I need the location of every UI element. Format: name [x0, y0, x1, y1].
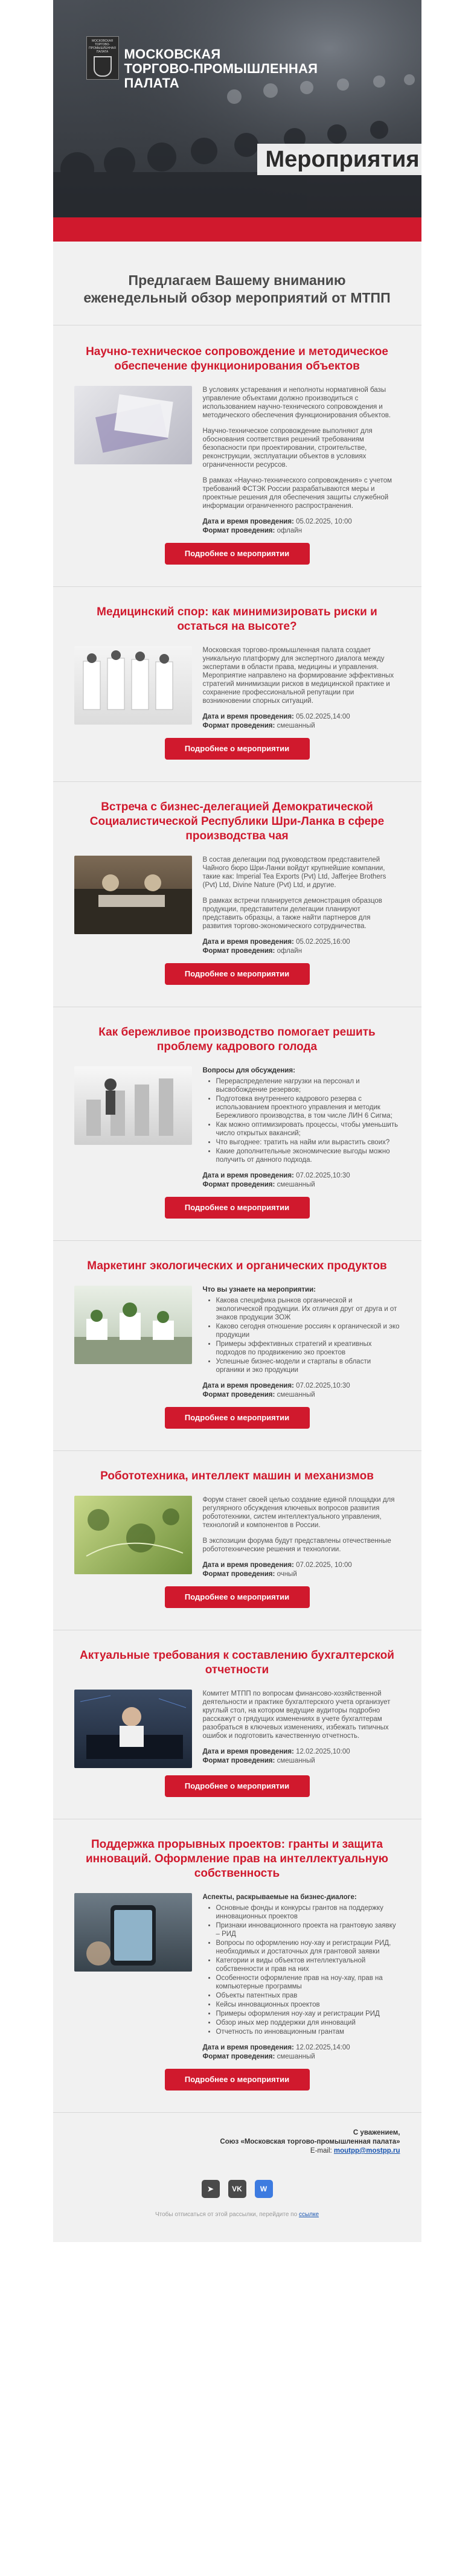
- section-banner: [257, 144, 421, 175]
- discussion-list: [203, 1077, 400, 1164]
- org-name-line: ПАЛАТА: [124, 75, 179, 91]
- event-description: В рамках встречи планируется демонстрация образцов продукции, представители делегации планируют представить образцы, а также найти партнеров для развития торгово-экономического сотрудничества.: [202, 897, 382, 930]
- aspects-list: [203, 1904, 400, 2036]
- unsubscribe-link[interactable]: ссылке: [298, 2211, 319, 2218]
- event-details-button[interactable]: Подробнее о мероприятии: [165, 1775, 310, 1797]
- format-label: Формат проведения:: [202, 1571, 275, 1578]
- list-item: • Особенности оформление прав на ноу-хау, прав на компьютерные программы: [216, 1974, 400, 1991]
- date-label: Дата и время проведения:: [202, 1382, 294, 1389]
- vk-video-icon[interactable]: W: [255, 2180, 273, 2198]
- event-format: очный: [277, 1571, 297, 1578]
- list-item: • Перераспределение нагрузки на персонал и высвобождение резервов;: [216, 1077, 400, 1094]
- list-item: • Отчетность по инновационным грантам: [216, 2028, 400, 2036]
- event-date: 05.02.2025, 10:00: [296, 518, 352, 525]
- format-label: Формат проведения:: [202, 2053, 275, 2060]
- mtpp-logo: [86, 36, 119, 80]
- event-title: Маркетинг экологических и органических продуктов: [87, 1260, 387, 1272]
- event-title: Актуальные требования к составлению бухгалтерской отчетности: [80, 1649, 394, 1676]
- format-label: Формат проведения:: [202, 1757, 275, 1764]
- event-details-button[interactable]: Подробнее о мероприятии: [165, 963, 310, 985]
- list-item: • Признаки инновационного проекта на грантовую заявку – РИД: [216, 1921, 400, 1938]
- org-name: [124, 47, 318, 91]
- unsubscribe-text: Чтобы отписаться от этой рассылки, перейдите по: [155, 2211, 298, 2218]
- list-item: • Примеры эффективных стратегий и креативных подходов по продвижению эко проектов: [216, 1340, 400, 1357]
- date-label: Дата и время проведения:: [202, 1748, 294, 1755]
- org-name-line: МОСКОВСКАЯ: [124, 46, 221, 62]
- accent-bar: [53, 217, 421, 242]
- event-description: В экспозиции форума будут представлены отечественные робототехнические решения и технологии.: [202, 1537, 391, 1553]
- logo-text: МОСКОВСКАЯ ТОРГОВО-ПРОМЫШЛЕННАЯ ПАЛАТА: [89, 39, 116, 54]
- date-label: Дата и время проведения:: [202, 713, 294, 720]
- unsubscribe-notice: [53, 2208, 421, 2242]
- event-card: [53, 1819, 421, 2112]
- event-card: [53, 1241, 421, 1450]
- event-format: смешанный: [277, 1757, 315, 1764]
- format-label: Формат проведения:: [202, 1391, 275, 1399]
- event-title: Научно-техническое сопровождение и методическое обеспечение функционирования объектов: [86, 345, 388, 373]
- list-item: • Кейсы инновационных проектов: [216, 2001, 400, 2009]
- event-description: В состав делегации под руководством представителей Чайного бюро Шри-Ланки войдут крупнейшие компании, такие как: Imperial Tea Exports (Pvt) Ltd, Jafferjee Brothers (Pvt) Ltd, Divine Nature (Pvt) Ltd, и другие.: [202, 856, 386, 889]
- event-description: Научно-техническое сопровождение выполняют для обоснования соответствия решений требованиям безопасности при проектировании, строительстве, реконструкции, эксплуатации объектов в условиях ограниченности ресурсов.: [202, 428, 373, 469]
- event-card: [53, 1451, 421, 1630]
- event-title: Поддержка прорывных проектов: гранты и защита инноваций. Оформление прав на интеллектуальную собственность: [86, 1838, 388, 1880]
- event-details-button[interactable]: Подробнее о мероприятии: [165, 1586, 310, 1608]
- list-item: • Успешные бизнес-модели и стартапы в области органики и эко продукции: [216, 1357, 400, 1374]
- event-format: смешанный: [277, 2053, 315, 2060]
- format-label: Формат проведения:: [202, 1181, 275, 1188]
- event-details-button[interactable]: Подробнее о мероприятии: [165, 1407, 310, 1429]
- event-date: 07.02.2025,10:30: [296, 1382, 350, 1389]
- event-image: [74, 1496, 192, 1574]
- event-format: смешанный: [277, 1391, 315, 1399]
- list-item: • Объекты патентных прав: [216, 1991, 400, 2000]
- event-format: офлайн: [277, 947, 303, 955]
- event-details-button[interactable]: Подробнее о мероприятии: [165, 1197, 310, 1219]
- event-title: Как бережливое производство помогает решить проблему кадрового голода: [98, 1026, 376, 1053]
- event-description: В рамках «Научно-технического сопровождения» с учетом требований ФСТЭК России разрабатываются меры и проектные решения для обеспечения защиты служебной информации ограниченного распространения.: [202, 477, 392, 510]
- event-details-button[interactable]: Подробнее о мероприятии: [165, 738, 310, 760]
- event-image: [74, 1286, 192, 1364]
- event-date: 05.02.2025,14:00: [296, 713, 350, 720]
- email-link[interactable]: moutpp@mostpp.ru: [333, 2147, 400, 2155]
- signature: [53, 2113, 421, 2168]
- date-label: Дата и время проведения:: [202, 1562, 294, 1569]
- event-image: [74, 646, 192, 725]
- event-title: Робототехника, интеллект машин и механизмов: [100, 1470, 374, 1482]
- date-label: Дата и время проведения:: [202, 938, 294, 946]
- event-date: 07.02.2025, 10:00: [296, 1562, 352, 1569]
- event-description: Комитет МТПП по вопросам финансово-хозяйственной деятельности и практике бухгалтерского учета организует круглый стол, на котором ведущие аудиторы подробно расскажут о грядущих изменениях в учете бухгалтерам разобраться в ключевых изменениях, избежать типичных ошибок и подготовить качественную отчетность.: [202, 1690, 391, 1740]
- list-title: Вопросы для обсуждения:: [202, 1067, 295, 1074]
- list-title: Что вы узнаете на мероприятии:: [202, 1286, 316, 1293]
- format-label: Формат проведения:: [202, 722, 275, 729]
- list-item: • Категории и виды объектов интеллектуальной собственности и прав на них: [216, 1956, 400, 1973]
- email-container: [53, 0, 421, 2242]
- event-title: Медицинский спор: как минимизировать риски и остаться на высоте?: [97, 606, 377, 633]
- list-item: • Как можно оптимизировать процессы, чтобы уменьшить число открытых вакансий;: [216, 1121, 400, 1138]
- telegram-icon[interactable]: ➤: [202, 2180, 220, 2198]
- date-label: Дата и время проведения:: [202, 2044, 294, 2051]
- header-banner: [53, 0, 421, 242]
- event-card: [53, 1630, 421, 1819]
- topics-list: [203, 1296, 400, 1374]
- date-label: Дата и время проведения:: [202, 1172, 294, 1179]
- vk-icon[interactable]: VK: [228, 2180, 246, 2198]
- event-card: [53, 325, 421, 586]
- list-item: • Примеры оформления ноу-хау и регистрации РИД: [216, 2010, 400, 2018]
- format-label: Формат проведения:: [202, 527, 275, 534]
- list-item: • Подготовка внутреннего кадрового резерва с использованием проектного управления и методик Бережливого производства, в том числе ЛИН 6 Сигма;: [216, 1095, 400, 1120]
- list-item: • Какова специфика рынков органической и экологической продукции. Их отличия друг от друга и от знаков продукции ЗОЖ: [216, 1296, 400, 1322]
- list-item: • Что выгоднее: тратить на найм или вырастить своих?: [216, 1138, 400, 1147]
- event-card: [53, 782, 421, 1007]
- section-title: Мероприятия: [265, 146, 420, 172]
- regards-text: С уважением,: [353, 2129, 400, 2136]
- event-date: 07.02.2025,10:30: [296, 1172, 350, 1179]
- event-format: смешанный: [277, 1181, 315, 1188]
- event-date: 12.02.2025,10:00: [296, 1748, 350, 1755]
- event-format: смешанный: [277, 722, 315, 729]
- event-description: В условиях устаревания и неполноты нормативной базы управление объектами должно производиться с использованием научно-технического сопровождения и методического обеспечения функционирования объектов.: [202, 386, 391, 419]
- format-label: Формат проведения:: [202, 947, 275, 955]
- list-item: • Какие дополнительные экономические выгоды можно получить от данного подхода.: [216, 1147, 400, 1164]
- list-title: Аспекты, раскрываемые на бизнес-диалоге:: [202, 1894, 357, 1901]
- email-label: E-mail:: [310, 2147, 332, 2155]
- event-date: 05.02.2025,16:00: [296, 938, 350, 946]
- event-description: Форум станет своей целью создание единой площадки для регулярного обсуждения ключевых вопросов развития робототехники, систем интеллектуального управления, технологий и компонентов в России.: [202, 1496, 395, 1529]
- event-date: 12.02.2025,14:00: [296, 2044, 350, 2051]
- event-image: [74, 386, 192, 464]
- event-description: Московская торгово-промышленная палата создает уникальную платформу для экспертного диалога между экспертами в области права, медицины и управления. Мероприятие направлено на формирование эффективных стратегий минимизации рисков в медицинской практике и сохранение профессиональной репутации при возникновении спорных ситуаций.: [202, 647, 394, 705]
- list-item: • Каково сегодня отношение россиян к органической и эко продукции: [216, 1322, 400, 1339]
- list-item: • Обзор иных мер поддержки для инноваций: [216, 2019, 400, 2027]
- org-signature: Союз «Московская торгово-промышленная палата»: [220, 2138, 400, 2145]
- event-image: [74, 856, 192, 934]
- event-image: [74, 1690, 192, 1768]
- intro-heading: Предлагаем Вашему вниманию еженедельный обзор мероприятий от МТПП: [83, 272, 391, 306]
- event-details-button[interactable]: Подробнее о мероприятии: [165, 2069, 310, 2091]
- logo-emblem-icon: [94, 56, 112, 77]
- event-card: [53, 587, 421, 781]
- event-image: [74, 1893, 192, 1972]
- org-name-line: ТОРГОВО-ПРОМЫШЛЕННАЯ: [124, 61, 318, 76]
- event-title: Встреча с бизнес-делегацией Демократической Социалистической Республики Шри-Ланка в сфере производства чая: [89, 801, 385, 842]
- list-item: • Вопросы по оформлению ноу-хау и регистрации РИД, необходимых и достаточных для грантовой заявки: [216, 1939, 400, 1956]
- event-format: офлайн: [277, 527, 303, 534]
- date-label: Дата и время проведения:: [202, 518, 294, 525]
- event-image: [74, 1066, 192, 1145]
- event-details-button[interactable]: Подробнее о мероприятии: [165, 543, 310, 565]
- social-links: [53, 2168, 421, 2208]
- list-item: • Основные фонды и конкурсы грантов на поддержку инновационных проектов: [216, 1904, 400, 1921]
- event-card: [53, 1007, 421, 1240]
